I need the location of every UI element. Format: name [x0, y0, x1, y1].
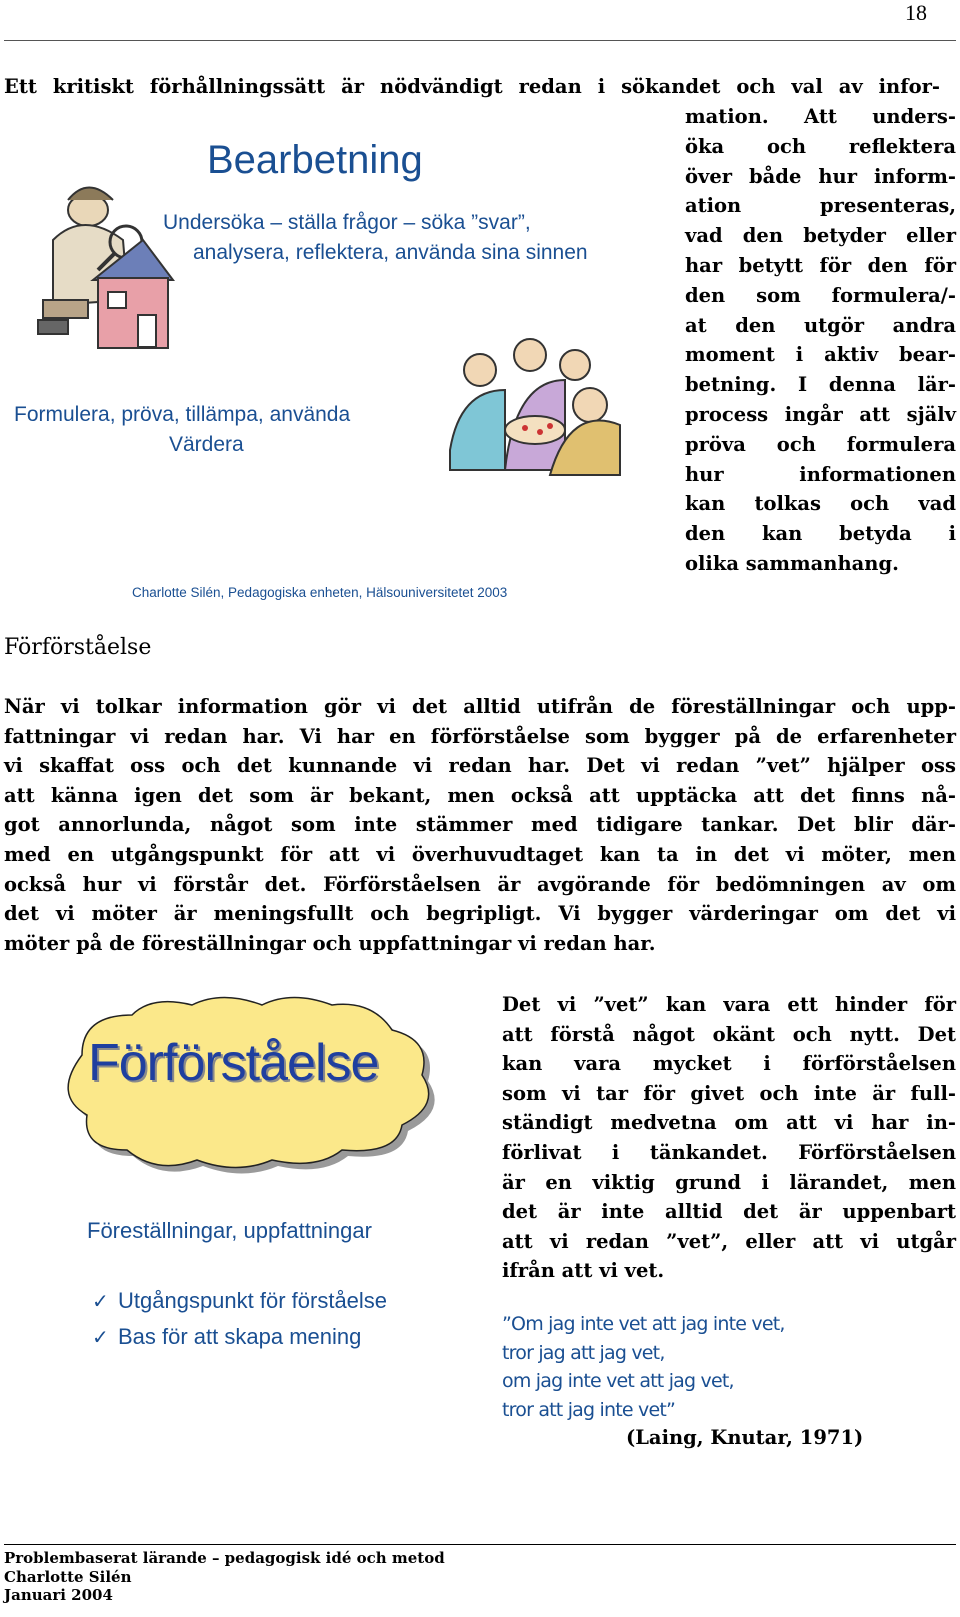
section-heading: Förförståelse	[4, 635, 152, 660]
text-line: förlivat i tänkandet. Förförståelsen	[502, 1140, 956, 1164]
slide-credit: Charlotte Silén, Pedagogiska enheten, Hälsouniversitetet 2003	[132, 585, 508, 600]
group-discussion-illustration	[440, 330, 625, 480]
lead-line: Ett kritiskt förhållningssätt är nödvändigt redan i sökandet och val av infor-	[4, 75, 940, 98]
text-line: ation presenteras,	[685, 194, 956, 218]
check-item-label: Utgångspunkt för förståelse	[118, 1288, 388, 1313]
slide2-subtitle: Föreställningar, uppfattningar	[87, 1218, 372, 1243]
cloud-title: Förförståelse	[88, 1034, 379, 1092]
slide-left-line: Värdera	[169, 433, 244, 456]
text-line: ständigt medvetna om att vi har in-	[502, 1111, 956, 1135]
quote-citation: (Laing, Knutar, 1971)	[626, 1426, 864, 1449]
header-rule	[4, 40, 956, 41]
lead-paragraph	[4, 72, 956, 102]
text-line: moment i aktiv bear-	[685, 343, 956, 367]
text-line: process ingår att själv	[685, 402, 956, 426]
text-line: att förstå något okänt och nytt. Det	[502, 1022, 956, 1046]
second-paragraph	[502, 990, 956, 1286]
footer-line: Charlotte Silén	[4, 1567, 132, 1586]
text-line: den som formulera/-	[685, 283, 956, 307]
slide-left-text	[14, 400, 350, 460]
footer-line: Januari 2004	[4, 1586, 113, 1604]
check-list-item	[92, 1283, 387, 1319]
quote-block	[502, 1310, 785, 1424]
cloud-graphic	[22, 995, 462, 1175]
text-line: kan vara mycket i förförståelsen	[502, 1052, 956, 1076]
quote-line: om jag inte vet att jag vet,	[502, 1370, 734, 1392]
check-list	[92, 1283, 387, 1355]
text-line: pröva och formulera	[685, 432, 956, 456]
text-line: har betytt för den för	[685, 253, 956, 277]
text-line: got annorlunda, något som inte stämmer med tidigare tankar. Det blir där-	[4, 813, 956, 837]
page-footer	[4, 1549, 445, 1605]
text-line: Det vi ”vet” kan vara ett hinder för	[502, 993, 956, 1016]
text-line: det är inte alltid det är uppenbart	[502, 1200, 956, 1224]
house-inspector-illustration	[28, 170, 178, 360]
text-line: vi skaffat oss och det kunnande vi redan har. Det vi redan ”vet” hjälper oss	[4, 754, 956, 778]
text-line: kan tolkas och vad	[685, 492, 956, 516]
text-line: öka och reflektera	[685, 134, 956, 158]
text-line: det vi möter är meningsfullt och begripligt. Vi bygger värderingar om det vi	[4, 902, 956, 926]
text-line: möter på de föreställningar och uppfattningar vi redan har.	[4, 931, 656, 955]
main-paragraph	[4, 692, 956, 958]
quote-line: ”Om jag inte vet att jag inte vet,	[502, 1313, 785, 1335]
slide-title: Bearbetning	[207, 138, 423, 182]
text-line: mation. Att unders-	[685, 105, 956, 128]
check-list-item	[92, 1319, 387, 1355]
slide-subtitle	[163, 208, 663, 268]
text-line: hur informationen	[685, 462, 956, 486]
text-line: med en utgångspunkt för att vi överhuvudtaget kan ta in det vi möter, men	[4, 842, 956, 866]
slide-left-line: Formulera, pröva, tillämpa, använda	[14, 403, 351, 426]
text-line: också hur vi förstår det. Förförståelsen är avgörande för bedömningen av om	[4, 872, 956, 896]
text-line: olika sammanhang.	[685, 551, 899, 575]
footer-line: Problembaserat lärande – pedagogisk idé och metod	[4, 1549, 445, 1567]
quote-line: tror att jag inte vet”	[502, 1398, 676, 1421]
quote-line: tror jag att jag vet,	[502, 1341, 665, 1364]
text-line: betning. I denna lär-	[685, 373, 956, 397]
side-paragraph	[685, 102, 956, 579]
text-line: är en viktig grund i lärandet, men	[502, 1170, 956, 1194]
check-icon: ✓	[92, 1325, 109, 1349]
page-number: 18	[905, 0, 927, 25]
check-item-label: Bas för att skapa mening	[118, 1324, 362, 1349]
text-line: vad den betyder eller	[685, 224, 956, 248]
slide-subtitle-line: analysera, reflektera, använda sina sinnen	[193, 241, 588, 264]
text-line: ifrån att vi vet.	[502, 1259, 665, 1283]
check-icon: ✓	[92, 1289, 109, 1313]
text-line: över både hur inform-	[685, 164, 956, 188]
text-line: att vi redan ”vet”, eller att vi utgår	[502, 1229, 956, 1253]
text-line: När vi tolkar information gör vi det alltid utifrån de föreställningar och upp-	[4, 695, 956, 718]
text-line: at den utgör andra	[685, 313, 956, 337]
text-line: att känna igen det som är bekant, men också att upptäcka att det finns nå-	[4, 783, 956, 807]
footer-rule	[4, 1544, 956, 1545]
text-line: den kan betyda i	[685, 522, 956, 546]
slide-subtitle-line: Undersöka – ställa frågor – söka ”svar”,	[163, 211, 531, 234]
text-line: som vi tar för givet och inte är full-	[502, 1081, 956, 1105]
text-line: fattningar vi redan har. Vi har en förförståelse som bygger på de erfarenheter	[4, 724, 956, 748]
